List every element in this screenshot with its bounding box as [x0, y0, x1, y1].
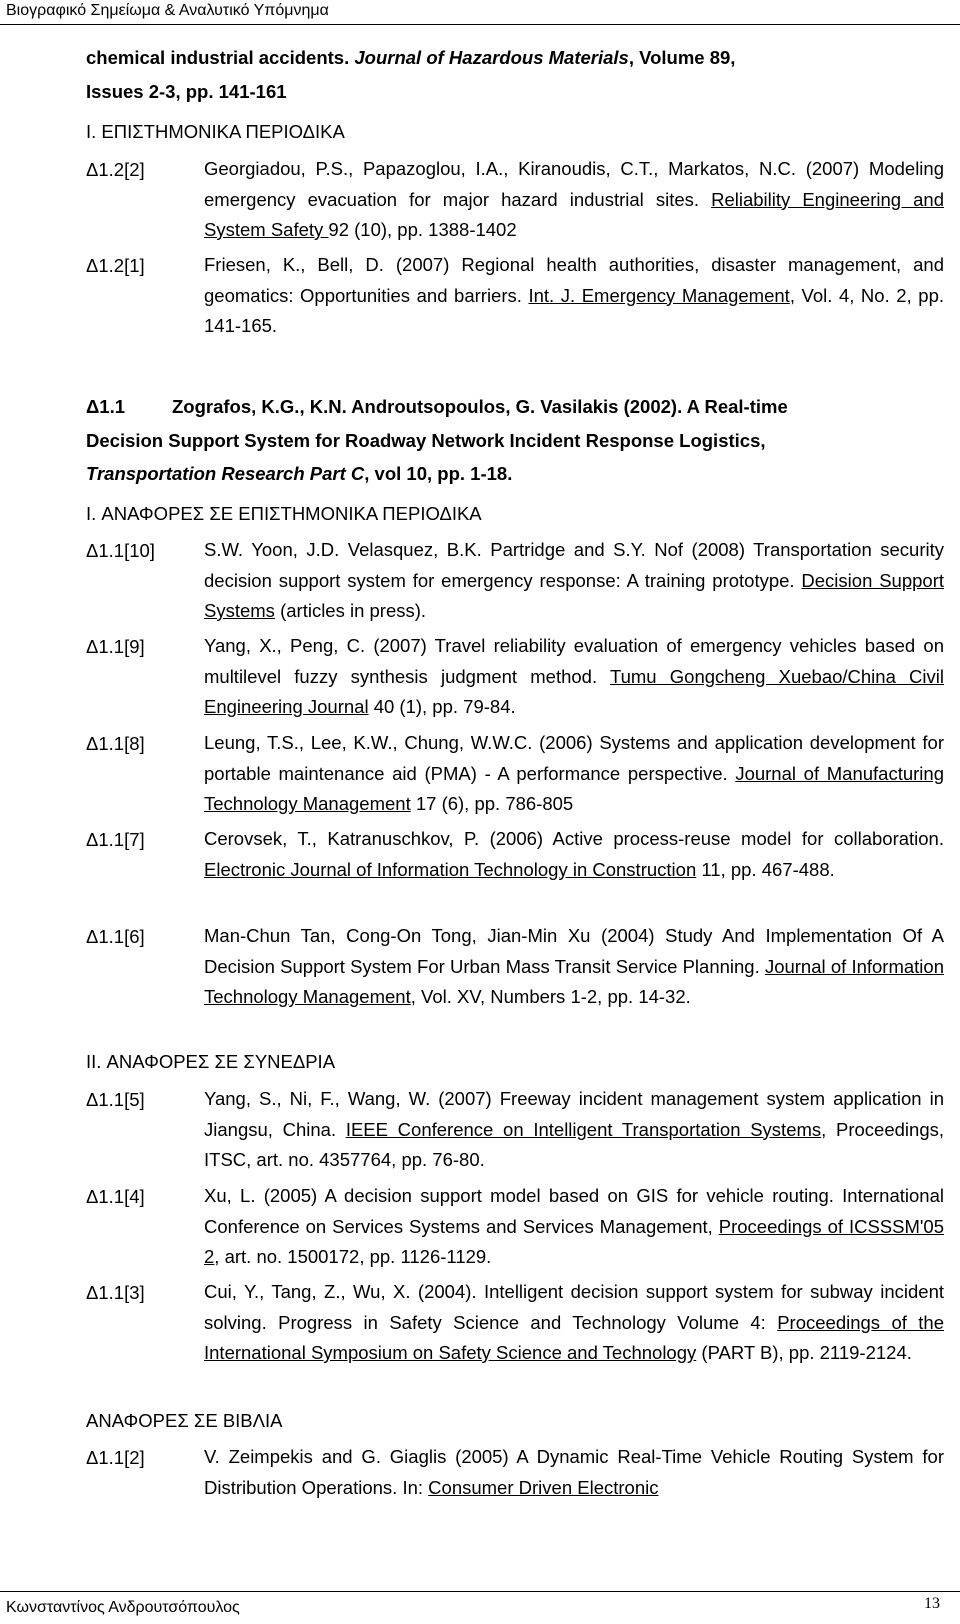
journal-link: Int. J. Emergency Management: [528, 284, 790, 306]
reference-label: Δ1.2[2]: [86, 159, 145, 180]
header-divider: [0, 24, 960, 25]
section-heading-conferences: II. ΑΝΑΦΟΡΕΣ ΣΕ ΣΥΝΕΔΡΙΑ: [86, 1051, 336, 1072]
citation-entry: Man-Chun Tan, Cong-On Tong, Jian-Min Xu (2004) Study And Implementation Of A Decision Support System For Urban Mass Transit Service Planning. Journal of Information Technology Management, Vol. XV, Numbers 1-2, pp. 14-32.: [204, 925, 944, 1007]
citation-label: Δ1.1[6]: [86, 926, 145, 947]
journal-link: Reliability Engineering and System Safety: [204, 188, 944, 240]
main-entry-label: Δ1.1: [86, 396, 126, 417]
citation-entry: Yang, S., Ni, F., Wang, W. (2007) Freeway incident management system application in Jiangsu, China. IEEE Conference on Intelligent Transportation Systems, Proceedings, ITSC, art. no. 4357764, pp. 76-80.: [204, 1088, 944, 1170]
citation-entry: Cerovsek, T., Katranuschkov, P. (2006) Active process-reuse model for collaboration. Electronic Journal of Information Technology in Construction 11, pp. 467-488.: [204, 828, 944, 880]
citation-entry: Xu, L. (2005) A decision support model based on GIS for vehicle routing. International Conference on Services Systems and Services Management, Proceedings of ICSSSM'05 2, art. no. 1500172, pp. 1126-1129.: [204, 1185, 945, 1267]
citation-label: Δ1.1[8]: [86, 733, 145, 754]
page-number: 13: [924, 1595, 940, 1612]
journal-link: Journal of Manufacturing Technology Management: [204, 762, 944, 814]
footer-divider: [0, 1591, 960, 1592]
continued-reference-line-2: Issues 2-3, pp. 141-161: [86, 81, 287, 102]
footer-author: Κωνσταντίνος Ανδρουτσόπουλος: [6, 1599, 240, 1616]
citation-entry: S.W. Yoon, J.D. Velasquez, B.K. Partridge and S.Y. Nof (2008) Transportation security decision support system for emergency response: A training prototype. Decision Support Systems (articles in press).: [204, 539, 944, 621]
citation-label: Δ1.1[10]: [86, 540, 155, 561]
section-heading-citing-journals: I. ΑΝΑΦΟΡΕΣ ΣΕ ΕΠΙΣΤΗΜΟΝΙΚΑ ΠΕΡΙΟΔΙΚΑ: [86, 503, 482, 524]
journal-link: Proceedings of the International Symposium on Safety Science and Technology: [204, 1311, 944, 1363]
citation-entry: Leung, T.S., Lee, K.W., Chung, W.W.C. (2006) Systems and application development for portable maintenance aid (PMA) - A performance perspective. Journal of Manufacturing Technology Management 17 (6), pp. 786-805: [204, 732, 944, 814]
main-entry-line-2: Decision Support System for Roadway Network Incident Response Logistics,: [86, 430, 766, 451]
citation-label: Δ1.1[7]: [86, 829, 145, 850]
citation-entry: Cui, Y., Tang, Z., Wu, X. (2004). Intelligent decision support system for subway incident solving. Progress in Safety Science and Technology Volume 4: Proceedings of the International Symposium on Safety Science and Technology (PART B), pp. 2119-2124.: [204, 1281, 944, 1363]
reference-entry: Georgiadou, P.S., Papazoglou, I.A., Kiranoudis, C.T., Markatos, N.C. (2007) Modeling emergency evacuation for major hazard industrial sites. Reliability Engineering and System Safety 92 (10), pp. 1388-1402: [204, 158, 944, 240]
citation-label: Δ1.1[9]: [86, 636, 145, 657]
journal-link: Proceedings of ICSSSM'05 2: [204, 1215, 945, 1267]
citation-label: Δ1.1[5]: [86, 1089, 145, 1110]
continued-reference-line-1: chemical industrial accidents. Journal of Hazardous Materials, Volume 89,: [86, 47, 736, 68]
reference-entry: Friesen, K., Bell, D. (2007) Regional health authorities, disaster management, and geomatics: Opportunities and barriers. Int. J. Emergency Management, Vol. 4, No. 2, pp. 141-165.: [204, 254, 944, 336]
page-header-title: Βιογραφικό Σημείωμα & Αναλυτικό Υπόμνημα: [6, 2, 329, 19]
journal-link: Decision Support Systems: [204, 569, 944, 621]
citation-label: Δ1.1[2]: [86, 1447, 145, 1468]
citation-label: Δ1.1[3]: [86, 1282, 145, 1303]
section-heading-books: ΑΝΑΦΟΡΕΣ ΣΕ ΒΙΒΛΙΑ: [86, 1410, 283, 1431]
citation-entry: Yang, X., Peng, C. (2007) Travel reliability evaluation of emergency vehicles based on multilevel fuzzy synthesis judgment method. Tumu Gongcheng Xuebao/China Civil Engineering Journal 40 (1), pp. 79-84.: [204, 635, 944, 717]
journal-link: Electronic Journal of Information Technology in Construction: [204, 858, 697, 880]
main-entry-line-1: Zografos, K.G., K.N. Androutsopoulos, G. Vasilakis (2002). A Real-time: [172, 396, 788, 417]
section-heading-journals: I. ΕΠΙΣΤΗΜΟΝΙΚΑ ΠΕΡΙΟΔΙΚΑ: [86, 121, 345, 142]
citation-entry: V. Zeimpekis and G. Giaglis (2005) A Dynamic Real-Time Vehicle Routing System for Distribution Operations. In: Consumer Driven Electronic: [204, 1446, 944, 1498]
journal-link: Journal of Information Technology Management: [204, 955, 944, 1007]
citation-label: Δ1.1[4]: [86, 1186, 145, 1207]
reference-label: Δ1.2[1]: [86, 255, 145, 276]
journal-link: Consumer Driven Electronic: [428, 1476, 659, 1498]
journal-link: IEEE Conference on Intelligent Transportation Systems: [345, 1118, 822, 1140]
journal-link: Tumu Gongcheng Xuebao/China Civil Engineering Journal: [204, 665, 944, 717]
main-entry-line-3: Transportation Research Part C, vol 10, pp. 1-18.: [86, 463, 513, 484]
